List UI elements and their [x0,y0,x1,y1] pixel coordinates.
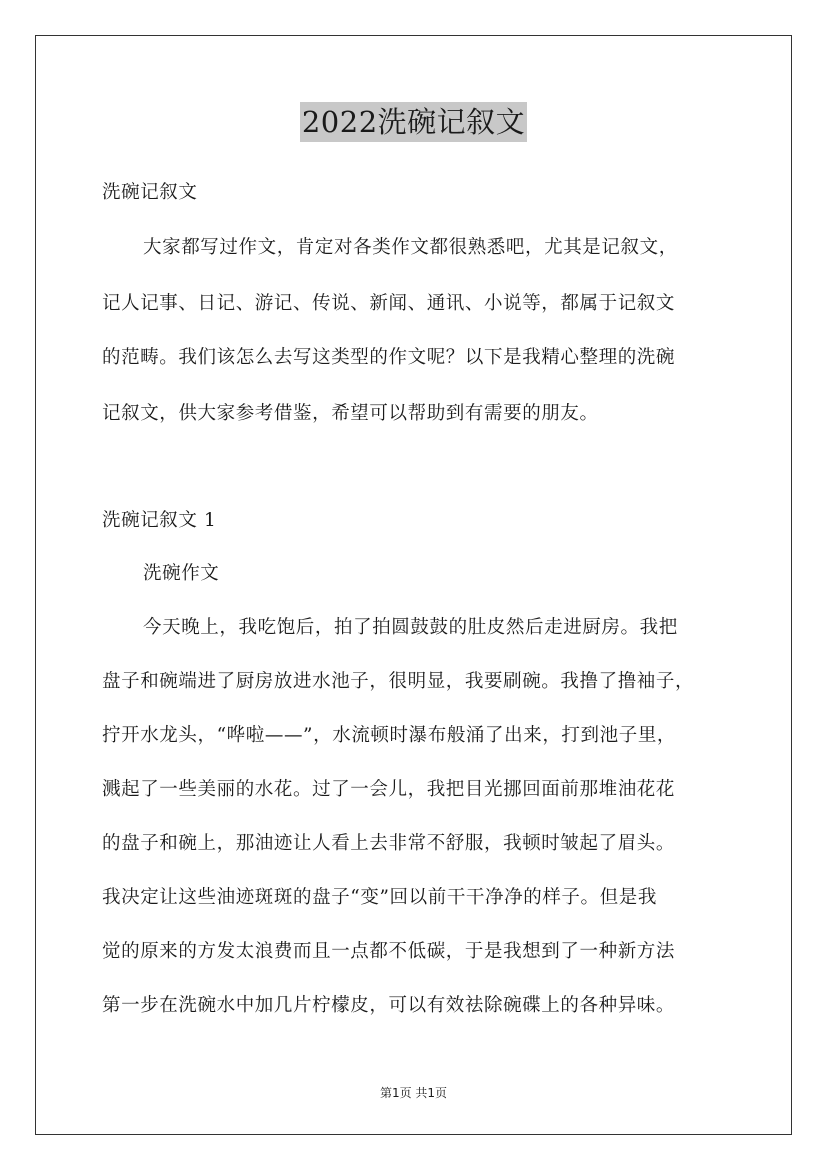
body-line-3: 拧开水龙头，“哗啦——”，水流顿时瀑布般涌了出来，打到池子里， [102,725,677,746]
body-line-5: 的盘子和碗上，那油迹让人看上去非常不舒服，我顿时皱起了眉头。 [102,833,676,854]
body-line-6: 我决定让这些油迹斑斑的盘子“变”回以前干干净净的样子。但是我 [102,887,657,908]
body-line-1: 今天晚上，我吃饱后，拍了拍圆鼓鼓的肚皮然后走进厨房。我把 [143,617,678,638]
subsection-title: 洗碗作文 [143,563,220,584]
intro-line-3: 的范畴。我们该怎么去写这类型的作文呢？以下是我精心整理的洗碗 [102,347,676,368]
body-line-4: 溅起了一些美丽的水花。过了一会儿，我把目光挪回面前那堆油花花 [102,779,676,800]
intro-line-2: 记人记事、日记、游记、传说、新闻、通讯、小说等，都属于记叙文 [102,293,676,314]
intro-line-1: 大家都写过作文，肯定对各类作文都很熟悉吧，尤其是记叙文， [143,237,678,258]
body-line-2: 盘子和碗端进了厨房放进水池子，很明显，我要刷碗。我撸了撸袖子， [102,671,695,692]
page-footer: 第1页 共1页 [379,1086,448,1100]
document-title: 2022洗碗记叙文 [300,102,527,142]
body-line-7: 觉的原来的方发太浪费而且一点都不低碳，于是我想到了一种新方法 [102,941,676,962]
body-line-8: 第一步在洗碗水中加几片柠檬皮，可以有效祛除碗碟上的各种异味。 [102,995,676,1016]
intro-line-4: 记叙文，供大家参考借鉴，希望可以帮助到有需要的朋友。 [102,403,599,424]
title-container [0,102,827,142]
section-title: 洗碗记叙文 1 [102,510,217,531]
heading: 洗碗记叙文 [102,182,198,203]
